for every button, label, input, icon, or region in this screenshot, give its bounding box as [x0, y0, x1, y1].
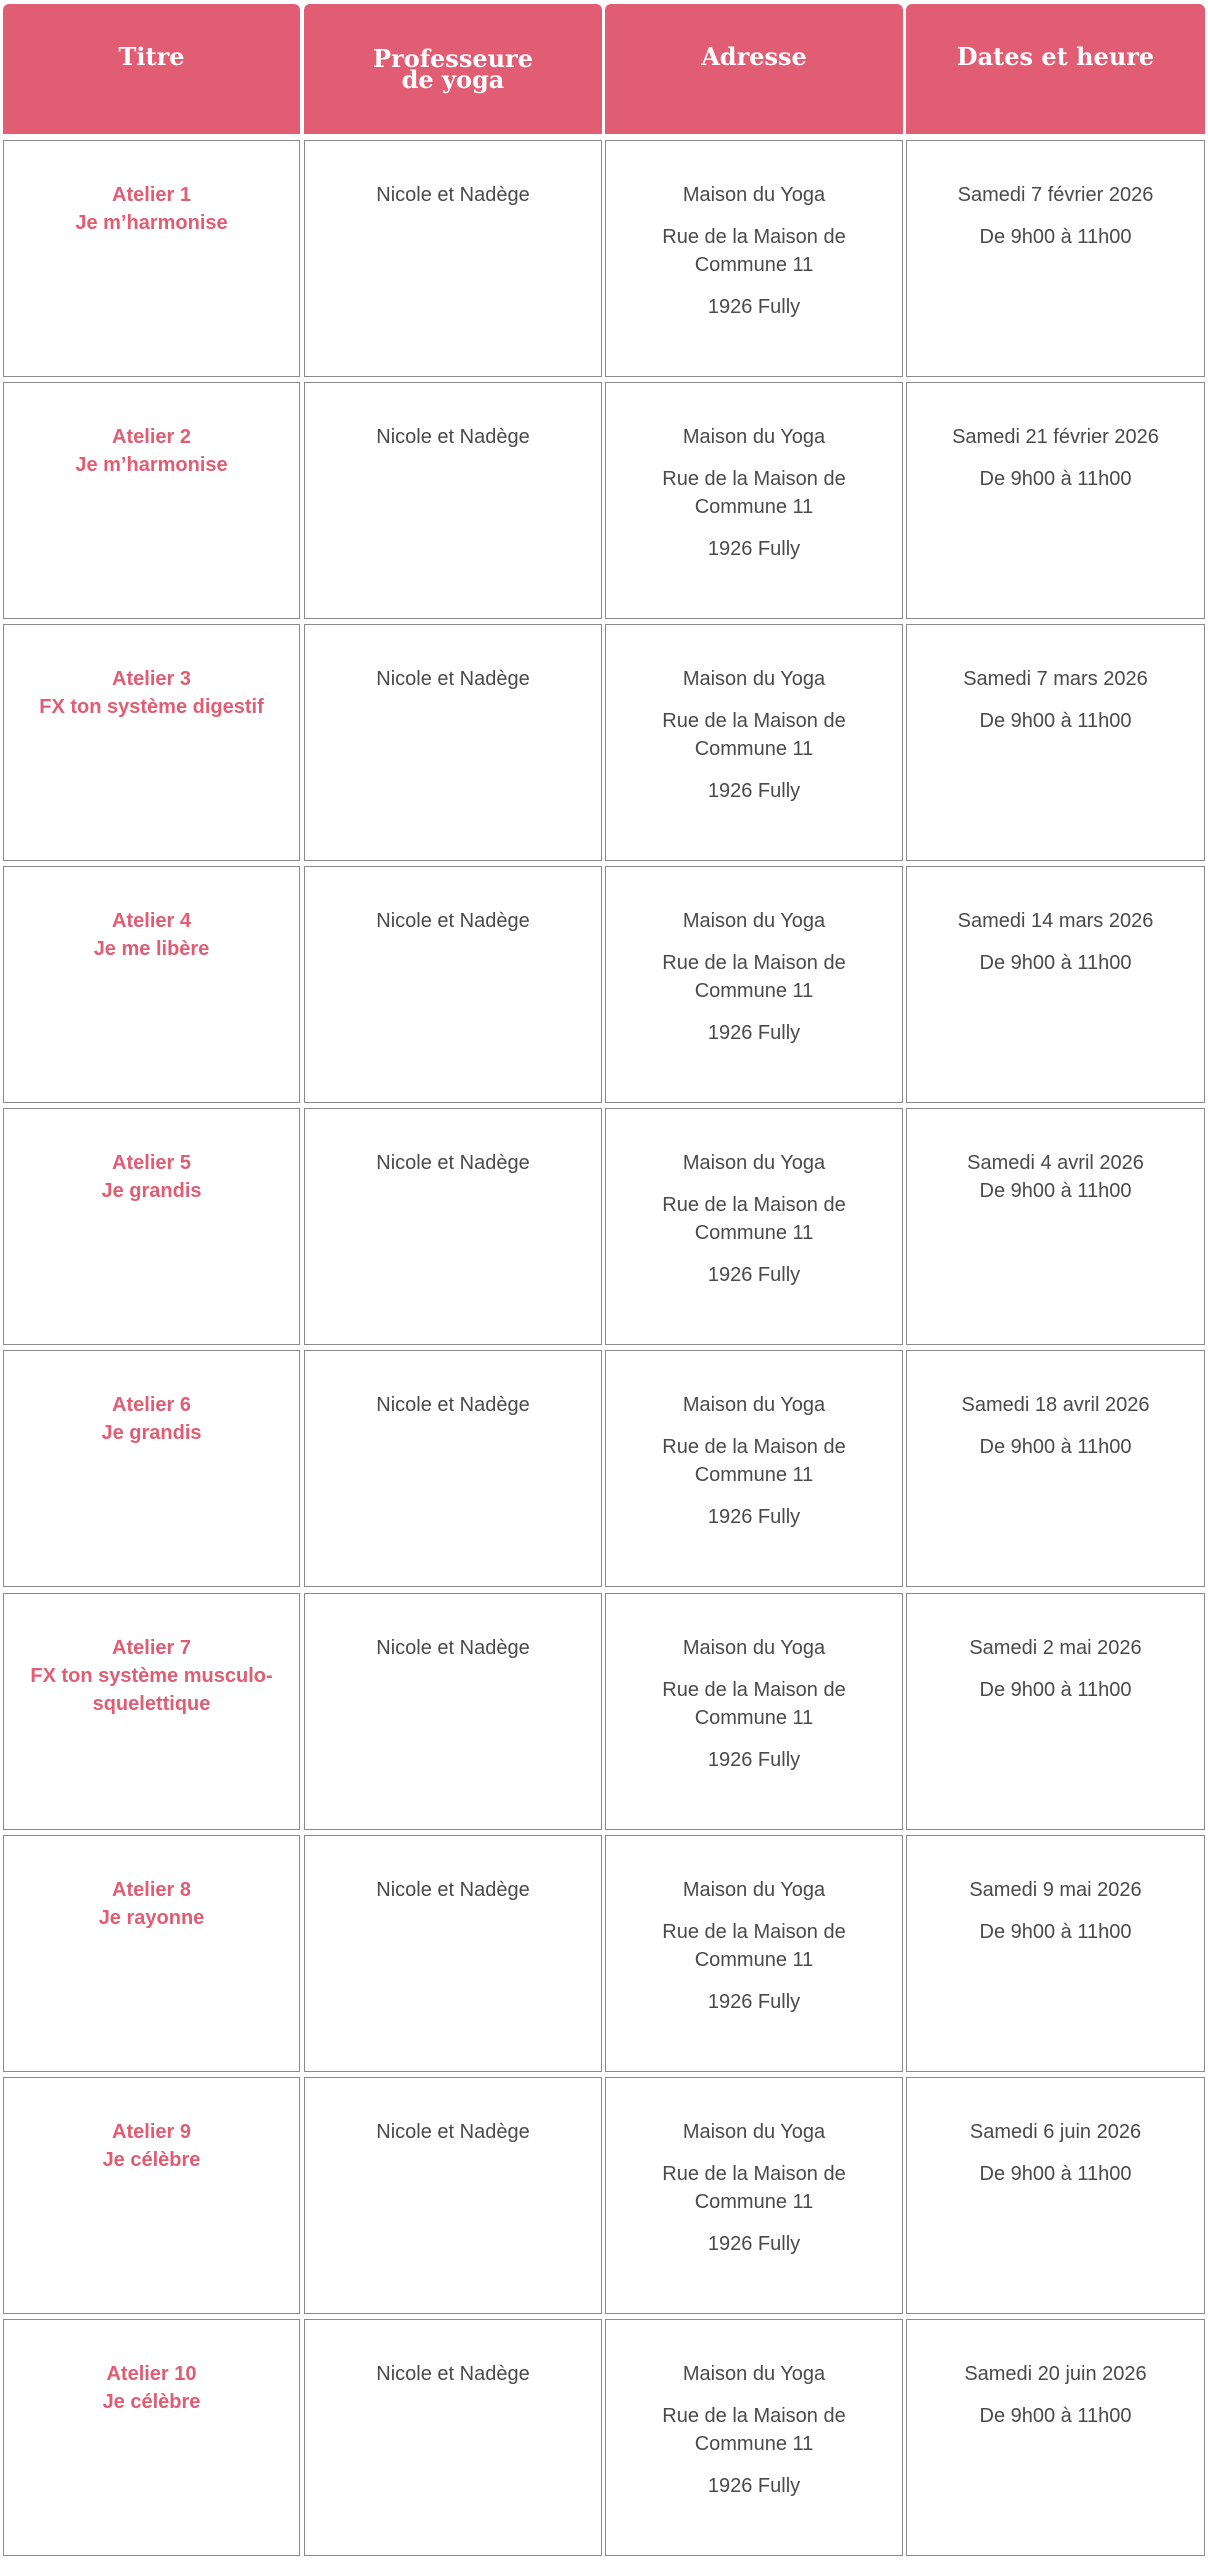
- cell-date-time: [906, 866, 1205, 1103]
- address-city: 1926 Fully: [707, 780, 801, 802]
- cell-teacher: [304, 1350, 602, 1587]
- teacher-names: Nicole et Nadège: [376, 668, 530, 690]
- address-street: Rue de la Maison de Commune 11: [662, 1921, 846, 1971]
- cell-teacher: [304, 1108, 602, 1345]
- cell-workshop-title: [3, 624, 300, 861]
- address-place: Maison du Yoga: [682, 2121, 826, 2143]
- cell-workshop-title: [3, 1108, 300, 1345]
- cell-address: [605, 140, 903, 377]
- address-place: Maison du Yoga: [682, 910, 826, 932]
- address-city: 1926 Fully: [707, 538, 801, 560]
- header-title: [3, 4, 300, 134]
- cell-date-time: [906, 1835, 1205, 2072]
- cell-workshop-title: [3, 1593, 300, 1830]
- header-dates-label: Dates et heure: [956, 42, 1155, 71]
- address-place: Maison du Yoga: [682, 2363, 826, 2385]
- header-teacher-line1: Professeure: [373, 44, 533, 73]
- workshop-name: Je grandis: [101, 1180, 202, 1202]
- address-city: 1926 Fully: [707, 1749, 801, 1771]
- address-place: Maison du Yoga: [682, 1637, 826, 1659]
- cell-address: [605, 624, 903, 861]
- cell-teacher: [304, 624, 602, 861]
- workshop-number: Atelier 7: [112, 1637, 191, 1659]
- cell-address: [605, 1108, 903, 1345]
- address-street: Rue de la Maison de Commune 11: [662, 710, 846, 760]
- table-row: [0, 866, 1208, 1108]
- address-street: Rue de la Maison de Commune 11: [662, 1194, 846, 1244]
- cell-workshop-title: [3, 382, 300, 619]
- table-row: [0, 1350, 1208, 1592]
- session-date: Samedi 4 avril 2026: [967, 1152, 1144, 1174]
- cell-teacher: [304, 2077, 602, 2314]
- workshop-number: Atelier 6: [112, 1394, 191, 1416]
- session-date: Samedi 14 mars 2026: [957, 910, 1154, 932]
- cell-address: [605, 382, 903, 619]
- cell-date-time: [906, 140, 1205, 377]
- workshop-number: Atelier 5: [112, 1152, 191, 1174]
- address-place: Maison du Yoga: [682, 668, 826, 690]
- address-city: 1926 Fully: [707, 1264, 801, 1286]
- session-time: De 9h00 à 11h00: [979, 1679, 1132, 1701]
- address-street: Rue de la Maison de Commune 11: [662, 1679, 846, 1729]
- cell-date-time: [906, 1108, 1205, 1345]
- table-row: [0, 2319, 1208, 2561]
- cell-workshop-title: [3, 866, 300, 1103]
- teacher-names: Nicole et Nadège: [376, 2363, 530, 2385]
- session-time: De 9h00 à 11h00: [979, 2405, 1132, 2427]
- workshop-number: Atelier 8: [112, 1879, 191, 1901]
- cell-address: [605, 1350, 903, 1587]
- session-date: Samedi 9 mai 2026: [969, 1879, 1142, 1901]
- workshop-number: Atelier 4: [112, 910, 191, 932]
- session-date: Samedi 21 février 2026: [952, 426, 1159, 448]
- workshop-number: Atelier 2: [112, 426, 191, 448]
- cell-address: [605, 1835, 903, 2072]
- session-time: De 9h00 à 11h00: [979, 952, 1132, 974]
- table-row: [0, 624, 1208, 866]
- address-city: 1926 Fully: [707, 1506, 801, 1528]
- workshop-number: Atelier 10: [106, 2363, 197, 2385]
- workshop-name: Je m’harmonise: [75, 454, 228, 476]
- session-time: De 9h00 à 11h00: [979, 226, 1132, 248]
- session-time: De 9h00 à 11h00: [979, 2163, 1132, 2185]
- teacher-names: Nicole et Nadège: [376, 1394, 530, 1416]
- address-place: Maison du Yoga: [682, 1152, 826, 1174]
- workshop-name: Je célèbre: [102, 2391, 201, 2413]
- address-street: Rue de la Maison de Commune 11: [662, 226, 846, 276]
- cell-date-time: [906, 624, 1205, 861]
- table-row: [0, 1835, 1208, 2077]
- table-row: [0, 1593, 1208, 1835]
- cell-address: [605, 1593, 903, 1830]
- header-teacher-line2: de yoga: [401, 65, 505, 94]
- workshop-name: Je m’harmonise: [75, 212, 228, 234]
- cell-workshop-title: [3, 2077, 300, 2314]
- cell-date-time: [906, 2077, 1205, 2314]
- workshop-name: FX ton système musculo-squelettique: [30, 1665, 273, 1715]
- teacher-names: Nicole et Nadège: [376, 1152, 530, 1174]
- teacher-names: Nicole et Nadège: [376, 426, 530, 448]
- address-street: Rue de la Maison de Commune 11: [662, 2163, 846, 2213]
- table-row: [0, 382, 1208, 624]
- address-place: Maison du Yoga: [682, 1879, 826, 1901]
- workshop-name: Je me libère: [93, 938, 210, 960]
- session-time: De 9h00 à 11h00: [979, 1436, 1132, 1458]
- header-teacher: [304, 4, 602, 134]
- teacher-names: Nicole et Nadège: [376, 184, 530, 206]
- cell-date-time: [906, 1350, 1205, 1587]
- cell-teacher: [304, 2319, 602, 2556]
- cell-address: [605, 2077, 903, 2314]
- session-date: Samedi 7 mars 2026: [963, 668, 1148, 690]
- cell-teacher: [304, 1835, 602, 2072]
- address-city: 1926 Fully: [707, 2233, 801, 2255]
- teacher-names: Nicole et Nadège: [376, 2121, 530, 2143]
- workshop-name: Je grandis: [101, 1422, 202, 1444]
- session-time: De 9h00 à 11h00: [979, 468, 1132, 490]
- workshop-name: FX ton système digestif: [39, 696, 264, 718]
- workshop-name: Je rayonne: [98, 1907, 205, 1929]
- address-street: Rue de la Maison de Commune 11: [662, 2405, 846, 2455]
- cell-date-time: [906, 1593, 1205, 1830]
- teacher-names: Nicole et Nadège: [376, 910, 530, 932]
- session-time: De 9h00 à 11h00: [979, 1180, 1132, 1202]
- workshop-number: Atelier 1: [112, 184, 191, 206]
- workshop-number: Atelier 3: [112, 668, 191, 690]
- cell-date-time: [906, 2319, 1205, 2556]
- session-date: Samedi 20 juin 2026: [964, 2363, 1147, 2385]
- address-place: Maison du Yoga: [682, 184, 826, 206]
- cell-teacher: [304, 382, 602, 619]
- teacher-names: Nicole et Nadège: [376, 1637, 530, 1659]
- cell-workshop-title: [3, 1350, 300, 1587]
- cell-teacher: [304, 1593, 602, 1830]
- cell-teacher: [304, 866, 602, 1103]
- address-place: Maison du Yoga: [682, 426, 826, 448]
- header-dates: [906, 4, 1205, 134]
- cell-address: [605, 2319, 903, 2556]
- teacher-names: Nicole et Nadège: [376, 1879, 530, 1901]
- session-date: Samedi 6 juin 2026: [969, 2121, 1142, 2143]
- session-date: Samedi 18 avril 2026: [961, 1394, 1150, 1416]
- address-city: 1926 Fully: [707, 296, 801, 318]
- address-street: Rue de la Maison de Commune 11: [662, 952, 846, 1002]
- header-title-label: Titre: [118, 42, 185, 71]
- address-city: 1926 Fully: [707, 1022, 801, 1044]
- cell-workshop-title: [3, 1835, 300, 2072]
- header-address-label: Adresse: [701, 42, 807, 71]
- table-row: [0, 1108, 1208, 1350]
- address-place: Maison du Yoga: [682, 1394, 826, 1416]
- cell-teacher: [304, 140, 602, 377]
- session-time: De 9h00 à 11h00: [979, 1921, 1132, 1943]
- table-row: [0, 2077, 1208, 2319]
- address-street: Rue de la Maison de Commune 11: [662, 468, 846, 518]
- cell-date-time: [906, 382, 1205, 619]
- address-city: 1926 Fully: [707, 2475, 801, 2497]
- address-city: 1926 Fully: [707, 1991, 801, 2013]
- workshop-number: Atelier 9: [112, 2121, 191, 2143]
- cell-workshop-title: [3, 2319, 300, 2556]
- session-date: Samedi 2 mai 2026: [969, 1637, 1142, 1659]
- cell-address: [605, 866, 903, 1103]
- cell-workshop-title: [3, 140, 300, 377]
- workshop-name: Je célèbre: [102, 2149, 201, 2171]
- table-row: [0, 140, 1208, 382]
- header-address: [605, 4, 903, 134]
- session-time: De 9h00 à 11h00: [979, 710, 1132, 732]
- session-date: Samedi 7 février 2026: [957, 184, 1154, 206]
- address-street: Rue de la Maison de Commune 11: [662, 1436, 846, 1486]
